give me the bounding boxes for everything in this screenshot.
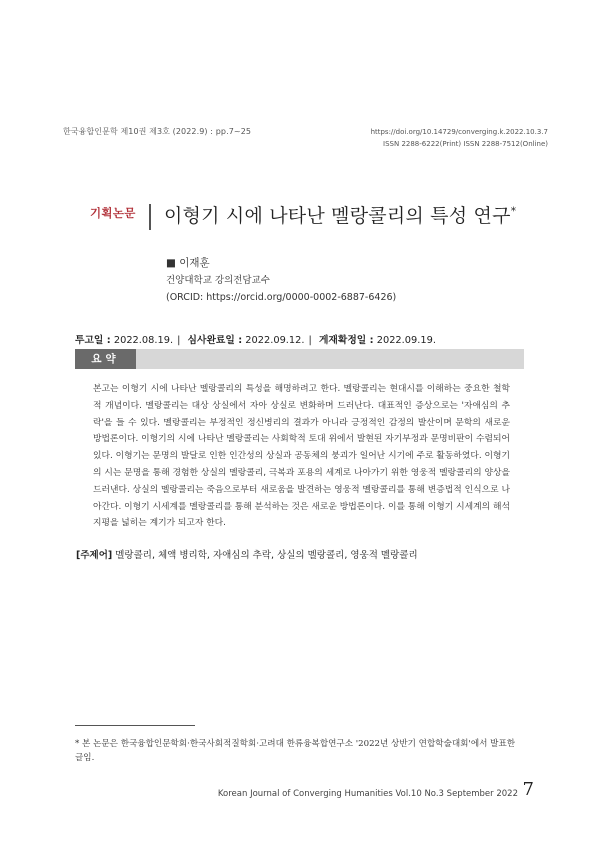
keywords-list: 멜랑콜리, 체액 병리학, 자애심의 추락, 상실의 멜랑콜리, 영웅적 멜랑콜리	[115, 550, 418, 561]
keywords-label: [주제어]	[76, 550, 113, 561]
title-divider	[149, 204, 151, 230]
accepted-label: 게재확정일 :	[318, 335, 374, 346]
author-name: ■ 이재훈	[166, 257, 210, 269]
publication-dates	[75, 332, 436, 346]
author-affiliation: 건양대학교 강의전담교수	[166, 275, 270, 286]
reviewed-date: 2022.09.12.	[245, 335, 305, 346]
running-footer: Korean Journal of Converging Humanities Vol.10 No.3 September 2022	[217, 789, 518, 799]
issn-text: ISSN 2288-6222(Print) ISSN 2288-7512(Online)	[383, 140, 548, 148]
article-title-text: 이형기 시에 나타난 멜랑콜리의 특성 연구	[164, 205, 511, 227]
submitted-date: 2022.08.19.	[113, 335, 174, 346]
keywords	[76, 547, 418, 561]
date-separator: |	[308, 335, 312, 346]
accepted-date: 2022.09.19.	[376, 335, 436, 346]
abstract-heading-band	[75, 349, 524, 369]
footnote: * 본 논문은 한국융합인문학회·한국사회적질학회·고려대 한류융복합연구소 '2022년 상반기 연합학술대회'에서 발표한 글임.	[75, 739, 516, 763]
article-category: 기획논문	[90, 206, 136, 220]
footnote-rule	[75, 725, 195, 726]
doi-link[interactable]: https://doi.org/10.14729/converging.k.2022.10.3.7	[370, 128, 548, 136]
abstract-heading: 요약	[75, 349, 136, 369]
author-orcid[interactable]: (ORCID: https://orcid.org/0000-0002-6887-6426)	[166, 292, 397, 303]
article-title	[164, 201, 516, 228]
submitted-label: 투고일 :	[75, 335, 111, 346]
title-footnote-mark: *	[510, 204, 517, 218]
abstract-text: 본고는 이형기 시에 나타난 멜랑콜리의 특성을 해명하려고 한다. 멜랑콜리는 현대시를 이해하는 중요한 철학적 개념이다. 멜랑콜리는 대상 상실에서 자아 상실로 변화하며 드러난다. 대표적인 증상으로는 '자애심의 추락'을 들 수 있다. 멜랑콜리는 부정적인 정신병리의 결과가 아니라 긍정적인 감정의 발산이며 문학의 새로운 방법론이다. 이형기의 시에 나타난 멜랑콜리는 사회학적 토대 위에서 발현된 자기부정과 문명비판이 수렴되어 있다. 이형기는 문명의 발달로 인한 인간성의 상실과 공동체의 붕괴가 일어난 시기에 주로 활동하였다. 이형기의 시는 문명을 통해 경험한 상실의 멜랑콜리, 극복과 포용의 세계로 나아가기 위한 영웅적 멜랑콜리의 양상을 드러낸다. 상실의 멜랑콜리는 죽음으로부터 새로움을 발견하는 영웅적 멜랑콜리를 통해 변증법적 인식으로 나아간다. 이형기 시세계를 멜랑콜리를 통해 분석하는 것은 새로운 방법론이다. 이를 통해 이형기 시세계의 해석 지평을 넓히는 계기가 되고자 한다.	[93, 384, 510, 529]
doi-block	[371, 126, 548, 150]
journal-info: 한국융합인문학 제10권 제3호 (2022.9) : pp.7~25	[63, 127, 252, 136]
reviewed-label: 심사완료일 :	[187, 335, 243, 346]
author-block	[166, 255, 396, 306]
date-separator: |	[177, 335, 181, 346]
page-number: 7	[522, 779, 534, 800]
